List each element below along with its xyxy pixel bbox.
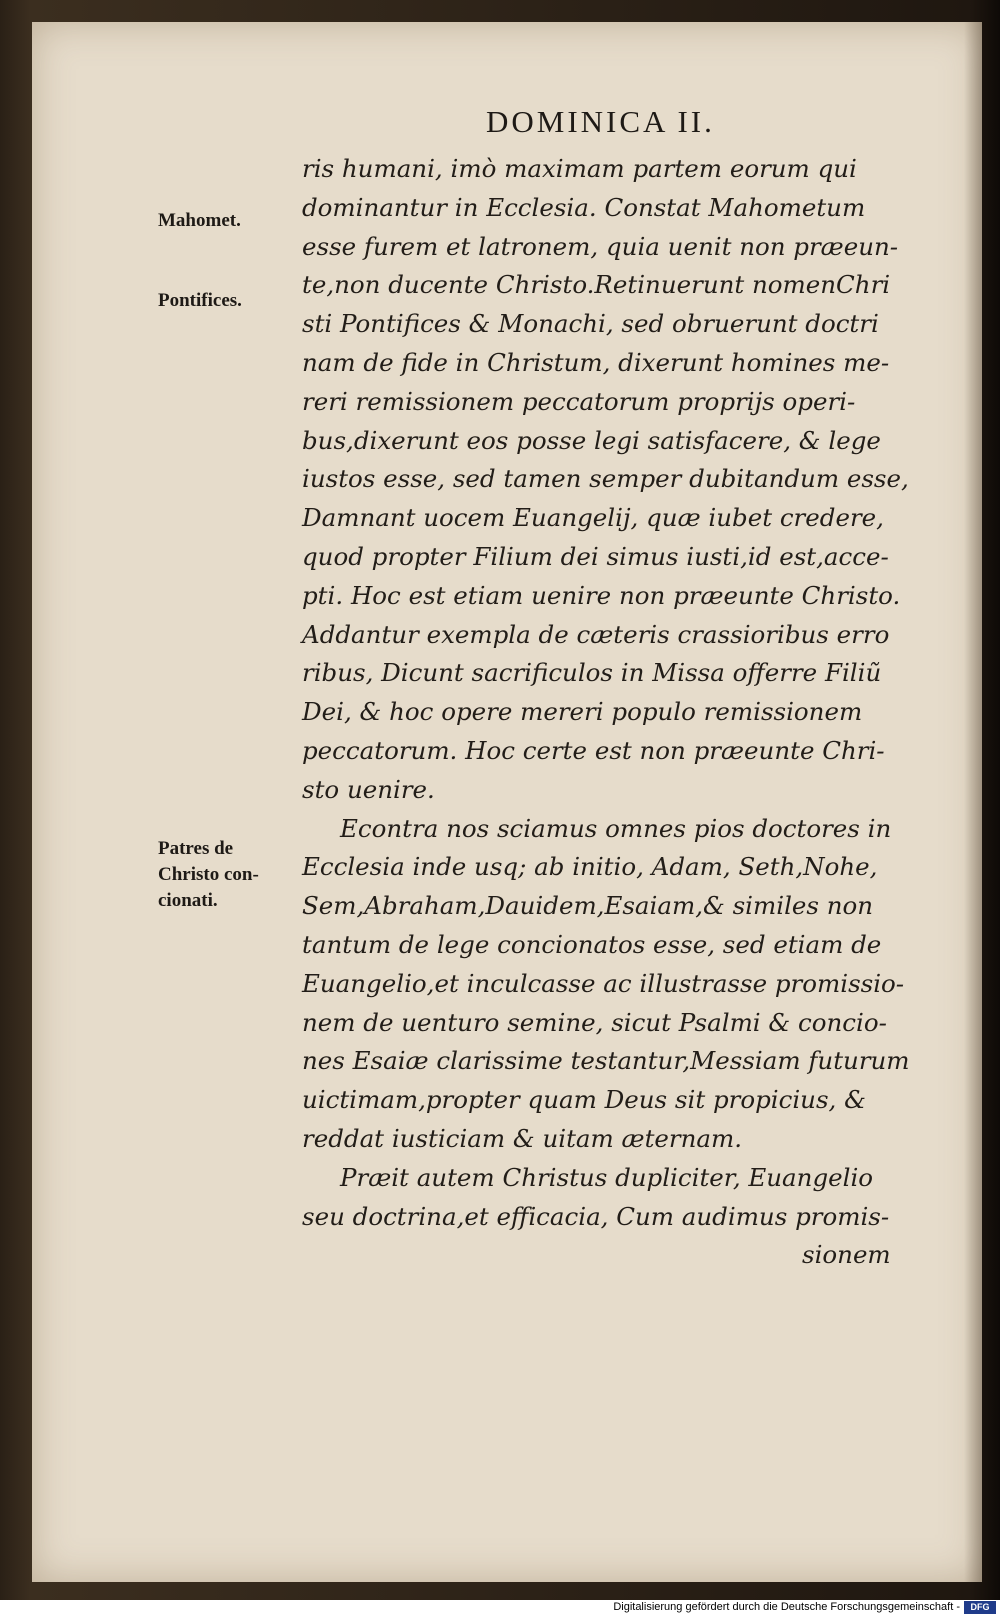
text-line: nam de fide in Christum, dixerunt homines me- — [302, 347, 890, 377]
text-line: esse furem et latronem, quia uenit non præeun- — [302, 231, 899, 261]
text-line: bus,dixerunt eos posse legi satisfacere, & lege — [302, 425, 881, 455]
text-line: nes Esaiæ clarissime testantur,Messiam futurum — [302, 1046, 910, 1076]
text-line: quod propter Filium dei simus iusti,id est,acce- — [302, 541, 889, 571]
text-line: pti. Hoc est etiam uenire non præeunte Christo. — [302, 580, 901, 610]
marginal-note-patres — [158, 836, 298, 914]
marginal-note-line: cionati. — [158, 890, 218, 911]
text-line: ris humani, imò maximam partem eorum qui — [302, 154, 857, 183]
text-line: reddat iusticiam & uitam æternam. — [302, 1123, 743, 1153]
marginal-note-mahomet: Mahomet. — [158, 210, 241, 231]
text-line: Damnant uocem Euangelij, quæ iubet credere, — [302, 503, 884, 533]
funding-credit: Digitalisierung gefördert durch die Deutsche Forschungsgemeinschaft - — [613, 1601, 960, 1613]
text-line: sto uenire. — [302, 774, 435, 804]
catchword: sionem — [802, 1240, 891, 1270]
text-line: peccatorum. Hoc certe est non præeunte Chri- — [302, 735, 885, 765]
body-text — [302, 150, 942, 1275]
marginal-note-line: Christo con- — [158, 864, 259, 885]
text-line: ribus, Dicunt sacrificulos in Missa offerre Filiũ — [302, 658, 882, 688]
running-head: DOMINICA II. — [486, 104, 715, 139]
marginal-note-line: Patres de — [158, 838, 234, 859]
text-line: Dei, & hoc opere mereri populo remissionem — [302, 697, 863, 727]
text-line: reri remissionem peccatorum proprijs operi- — [302, 386, 856, 416]
paragraph-start-line: Econtra nos sciamus omnes pios doctores in — [340, 813, 892, 843]
text-line: uictimam,propter quam Deus sit propicius, & — [302, 1085, 866, 1115]
text-line: Euangelio,et inculcasse ac illustrasse promissio- — [302, 968, 905, 998]
text-line: seu doctrina,et efficacia, Cum audimus promis- — [302, 1201, 890, 1231]
paragraph-start-line: Præit autem Christus dupliciter, Euangelio — [340, 1162, 874, 1192]
marginal-note-pontifices: Pontifices. — [158, 290, 242, 311]
text-line: sti Pontifices & Monachi, sed obruerunt doctri — [302, 309, 879, 339]
text-line: iustos esse, sed tamen semper dubitandum esse, — [302, 464, 909, 494]
text-line: te,non ducente Christo.Retinuerunt nomenChri — [302, 270, 891, 300]
text-line: Ecclesia inde usq; ab initio, Adam, Seth,Nohe, — [302, 852, 878, 882]
text-line: dominantur in Ecclesia. Constat Mahometum — [302, 192, 866, 222]
text-line: Sem,Abraham,Dauidem,Esaiam,& similes non — [302, 891, 874, 921]
page-edge-shadow — [964, 22, 982, 1582]
text-line: tantum de lege concionatos esse, sed etiam de — [302, 929, 882, 959]
text-line: nem de uenturo semine, sicut Psalmi & concio- — [302, 1007, 887, 1037]
text-line: Addantur exempla de cæteris crassioribus erro — [302, 619, 890, 649]
dfg-logo: DFG — [964, 1601, 996, 1614]
